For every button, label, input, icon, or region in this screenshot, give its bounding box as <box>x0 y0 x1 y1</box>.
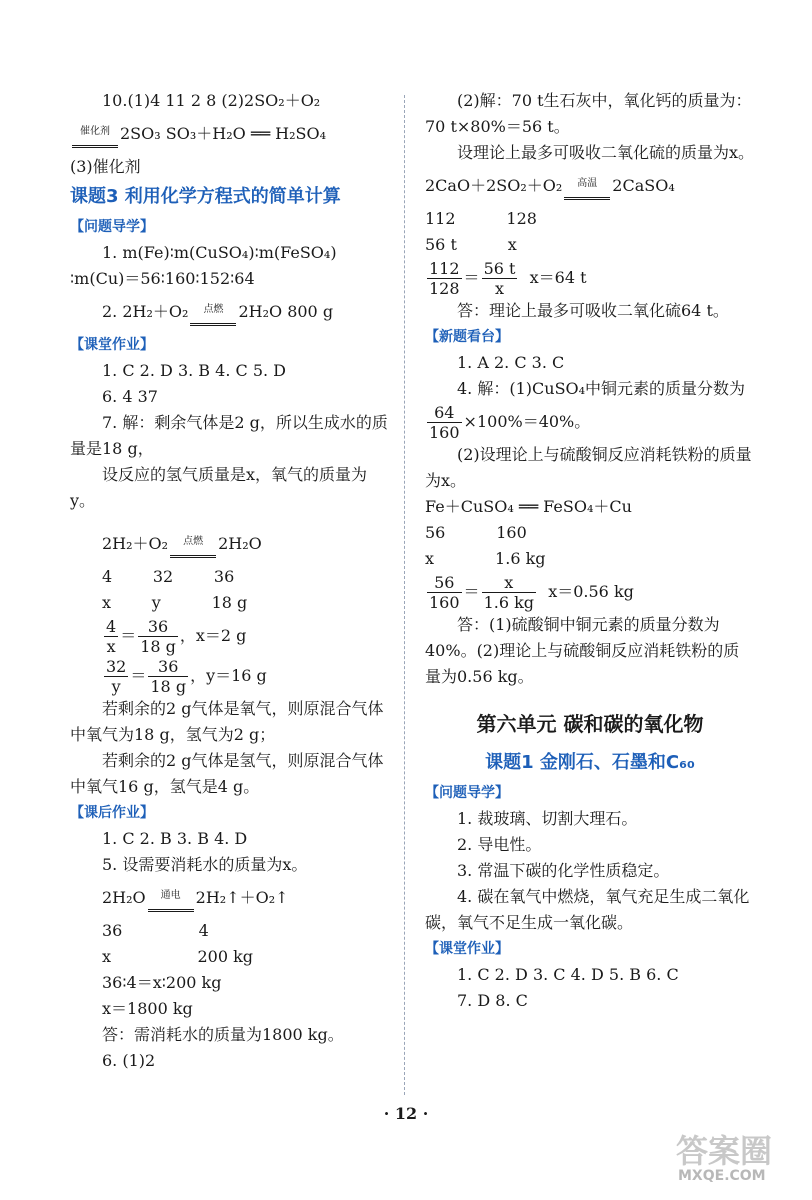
lesson-title: 课题3 利用化学方程式的简单计算 <box>70 186 341 207</box>
answer-line <box>70 154 388 180</box>
equation-line: Fe＋CuSO₄ ══ FeSO₄＋Cu <box>425 497 632 516</box>
watermark-glyph: 答案圈 <box>676 1132 773 1170</box>
answer-line <box>70 88 388 114</box>
ratio-line: x＝1800 kg <box>102 999 193 1018</box>
section-heading: 【问题导学】 <box>425 785 509 801</box>
condition-label: 点燃 <box>203 304 224 315</box>
fraction: $\frac{56 t}{x}$ <box>483 259 516 298</box>
ratio-line: 36 4 <box>102 921 209 940</box>
solution-paragraph: 答：(1)硫酸铜中铜元素的质量分数为40%。(2)理论上与硫酸铜反应消耗铁粉的质量为0.56 kg。 <box>425 615 740 686</box>
solution-paragraph: 若剩余的2 g气体是氢气，则原混合气体中氧气16 g，氢气是4 g。 <box>70 751 384 796</box>
fraction-line: $\frac{112}{128}$ ＝ $\frac{56 t}{x}$ x＝64 t <box>429 259 587 298</box>
equation-text: 2H₂↑＋O₂↑ <box>195 888 289 907</box>
fraction: $\frac{36}{18 g}$ <box>150 657 187 696</box>
column-divider <box>404 95 405 1095</box>
ratio-line: x 200 kg <box>102 947 254 966</box>
solution-paragraph: 7. 解：剩余气体是2 g，所以生成水的质量是18 g， <box>70 413 388 458</box>
answer-line: 1. 裁玻璃、切割大理石。 <box>457 809 638 828</box>
equation-text: 2H₂O <box>102 888 146 907</box>
ratio-line: 112 128 <box>425 209 537 228</box>
solution-paragraph: (2)解：70 t生石灰中，氧化钙的质量为：70 t×80%＝56 t。 <box>425 91 752 136</box>
answer-line: 答：需消耗水的质量为1800 kg。 <box>102 1025 344 1044</box>
solution-paragraph: 设反应的氢气质量是x，氧气的质量为y。 <box>70 465 368 510</box>
lesson-title: 课题1 金刚石、石墨和C₆₀ <box>485 752 695 773</box>
fraction: $\frac{112}{128}$ <box>429 259 460 298</box>
result-text: ，y＝16 g <box>190 666 267 685</box>
answer-line: 6. (1)2 <box>102 1051 156 1070</box>
solution-paragraph: 4. 解：(1)CuSO₄中铜元素的质量分数为 <box>457 379 746 398</box>
ratio-line: 4 32 36 <box>102 567 235 586</box>
fraction: $\frac{4}{x}$ <box>106 617 117 656</box>
equation-line <box>70 114 388 154</box>
condition-label: 通电 <box>160 890 181 901</box>
watermark-logo <box>664 1122 794 1192</box>
equation-text: 2H₂O 800 g <box>238 302 334 321</box>
fraction-line: $\frac{4}{x}$ ＝ $\frac{36}{18 g}$ ，x＝2 g <box>106 617 247 656</box>
fraction: $\frac{36}{18 g}$ <box>140 617 176 656</box>
answer-line: 3. 常温下碳的化学性质稳定。 <box>457 861 670 880</box>
answer-line: 7. D 8. C <box>457 991 528 1010</box>
equation-text: 2CaSO₄ <box>612 176 675 195</box>
answer-line: 答：理论上最多可吸收二氧化硫64 t。 <box>457 301 729 320</box>
solution-paragraph: 设理论上最多可吸收二氧化硫的质量为x。 <box>457 143 755 162</box>
ignite-arrow <box>170 536 216 564</box>
answer-line: 1. A 2. C 3. C <box>457 353 565 372</box>
fraction: $\frac{56}{160}$ <box>429 573 460 612</box>
answer-line: 1. C 2. B 3. B 4. D <box>102 829 248 848</box>
ratio-line: x 1.6 kg <box>425 549 546 568</box>
ratio-line: x y 18 g <box>102 593 248 612</box>
answer-line: 6. 4 37 <box>102 387 158 406</box>
equation-text: 2SO₃ SO₃＋H₂O ══ H₂SO₄ <box>120 124 327 143</box>
answer-line: 1. m(Fe)∶m(CuSO₄)∶m(FeSO₄) <box>102 243 337 262</box>
answer-text: 10.(1)4 11 2 8 (2)2SO₂＋O₂ <box>102 91 321 110</box>
result-text: ×100%＝40%。 <box>463 412 591 431</box>
equation-line <box>70 524 388 564</box>
answer-line: 5. 设需要消耗水的质量为x。 <box>102 855 308 874</box>
fraction-line: $\frac{32}{y}$ ＝ $\frac{36}{18 g}$ ，y＝16 g <box>106 657 267 696</box>
right-column <box>425 88 755 1014</box>
high-temp-arrow <box>564 178 610 206</box>
condition-label: 点燃 <box>183 536 204 547</box>
solution-paragraph: (2)设理论上与硫酸铜反应消耗铁粉的质量为x。 <box>425 445 752 490</box>
answer-text: (3)催化剂 <box>70 157 141 176</box>
ratio-line: 36∶4＝x∶200 kg <box>102 973 222 992</box>
section-heading: 【新题看台】 <box>425 329 509 345</box>
solution-paragraph: 若剩余的2 g气体是氧气，则原混合气体中氧气为18 g，氢气为2 g； <box>70 699 384 744</box>
answer-line: ∶m(Cu)＝56∶160∶152∶64 <box>70 269 255 288</box>
fraction-line: $\frac{56}{160}$ ＝ $\frac{x}{1.6 kg}$ x＝0.56 kg <box>429 573 634 612</box>
result-text: ，x＝2 g <box>179 626 247 645</box>
section-heading: 【课堂作业】 <box>425 941 509 957</box>
equation-text: 2H₂O <box>218 534 262 553</box>
equation-text: 2. 2H₂＋O₂ <box>102 302 189 321</box>
section-heading: 【问题导学】 <box>70 219 154 235</box>
electrolysis-arrow <box>148 890 194 918</box>
fraction-line <box>425 402 755 442</box>
equation-text: 2CaO＋2SO₂＋O₂ <box>425 176 563 195</box>
left-column <box>70 88 388 1074</box>
equation-line <box>70 292 388 332</box>
equation-line <box>425 166 755 206</box>
result-text: x＝0.56 kg <box>538 582 634 601</box>
watermark-url: MXQE.COM <box>678 1168 766 1184</box>
answer-line: 2. 导电性。 <box>457 835 542 854</box>
fraction: $\frac{32}{y}$ <box>106 657 127 696</box>
section-heading: 【课堂作业】 <box>70 337 154 353</box>
fraction: $\frac{64}{160}$ <box>429 403 460 442</box>
condition-label: 催化剂 <box>80 126 110 137</box>
section-heading: 【课后作业】 <box>70 805 154 821</box>
ignite-arrow <box>190 304 236 332</box>
ratio-line: 56 160 <box>425 523 527 542</box>
answer-line: 1. C 2. D 3. C 4. D 5. B 6. C <box>457 965 679 984</box>
equation-text: 2H₂＋O₂ <box>102 534 169 553</box>
condition-label: 高温 <box>577 178 598 189</box>
answer-line: 1. C 2. D 3. B 4. C 5. D <box>102 361 286 380</box>
equation-line <box>70 878 388 918</box>
ratio-line: 56 t x <box>425 235 517 254</box>
solution-paragraph: 4. 碳在氧气中燃烧，氧气充足生成二氧化碳，氧气不足生成一氧化碳。 <box>425 887 750 932</box>
catalyst-arrow <box>72 126 118 154</box>
page-number: · 12 · <box>383 1104 429 1123</box>
result-text: x＝64 t <box>519 268 587 287</box>
unit-title: 第六单元 碳和碳的氧化物 <box>476 712 704 736</box>
fraction: $\frac{x}{1.6 kg}$ <box>483 573 535 612</box>
